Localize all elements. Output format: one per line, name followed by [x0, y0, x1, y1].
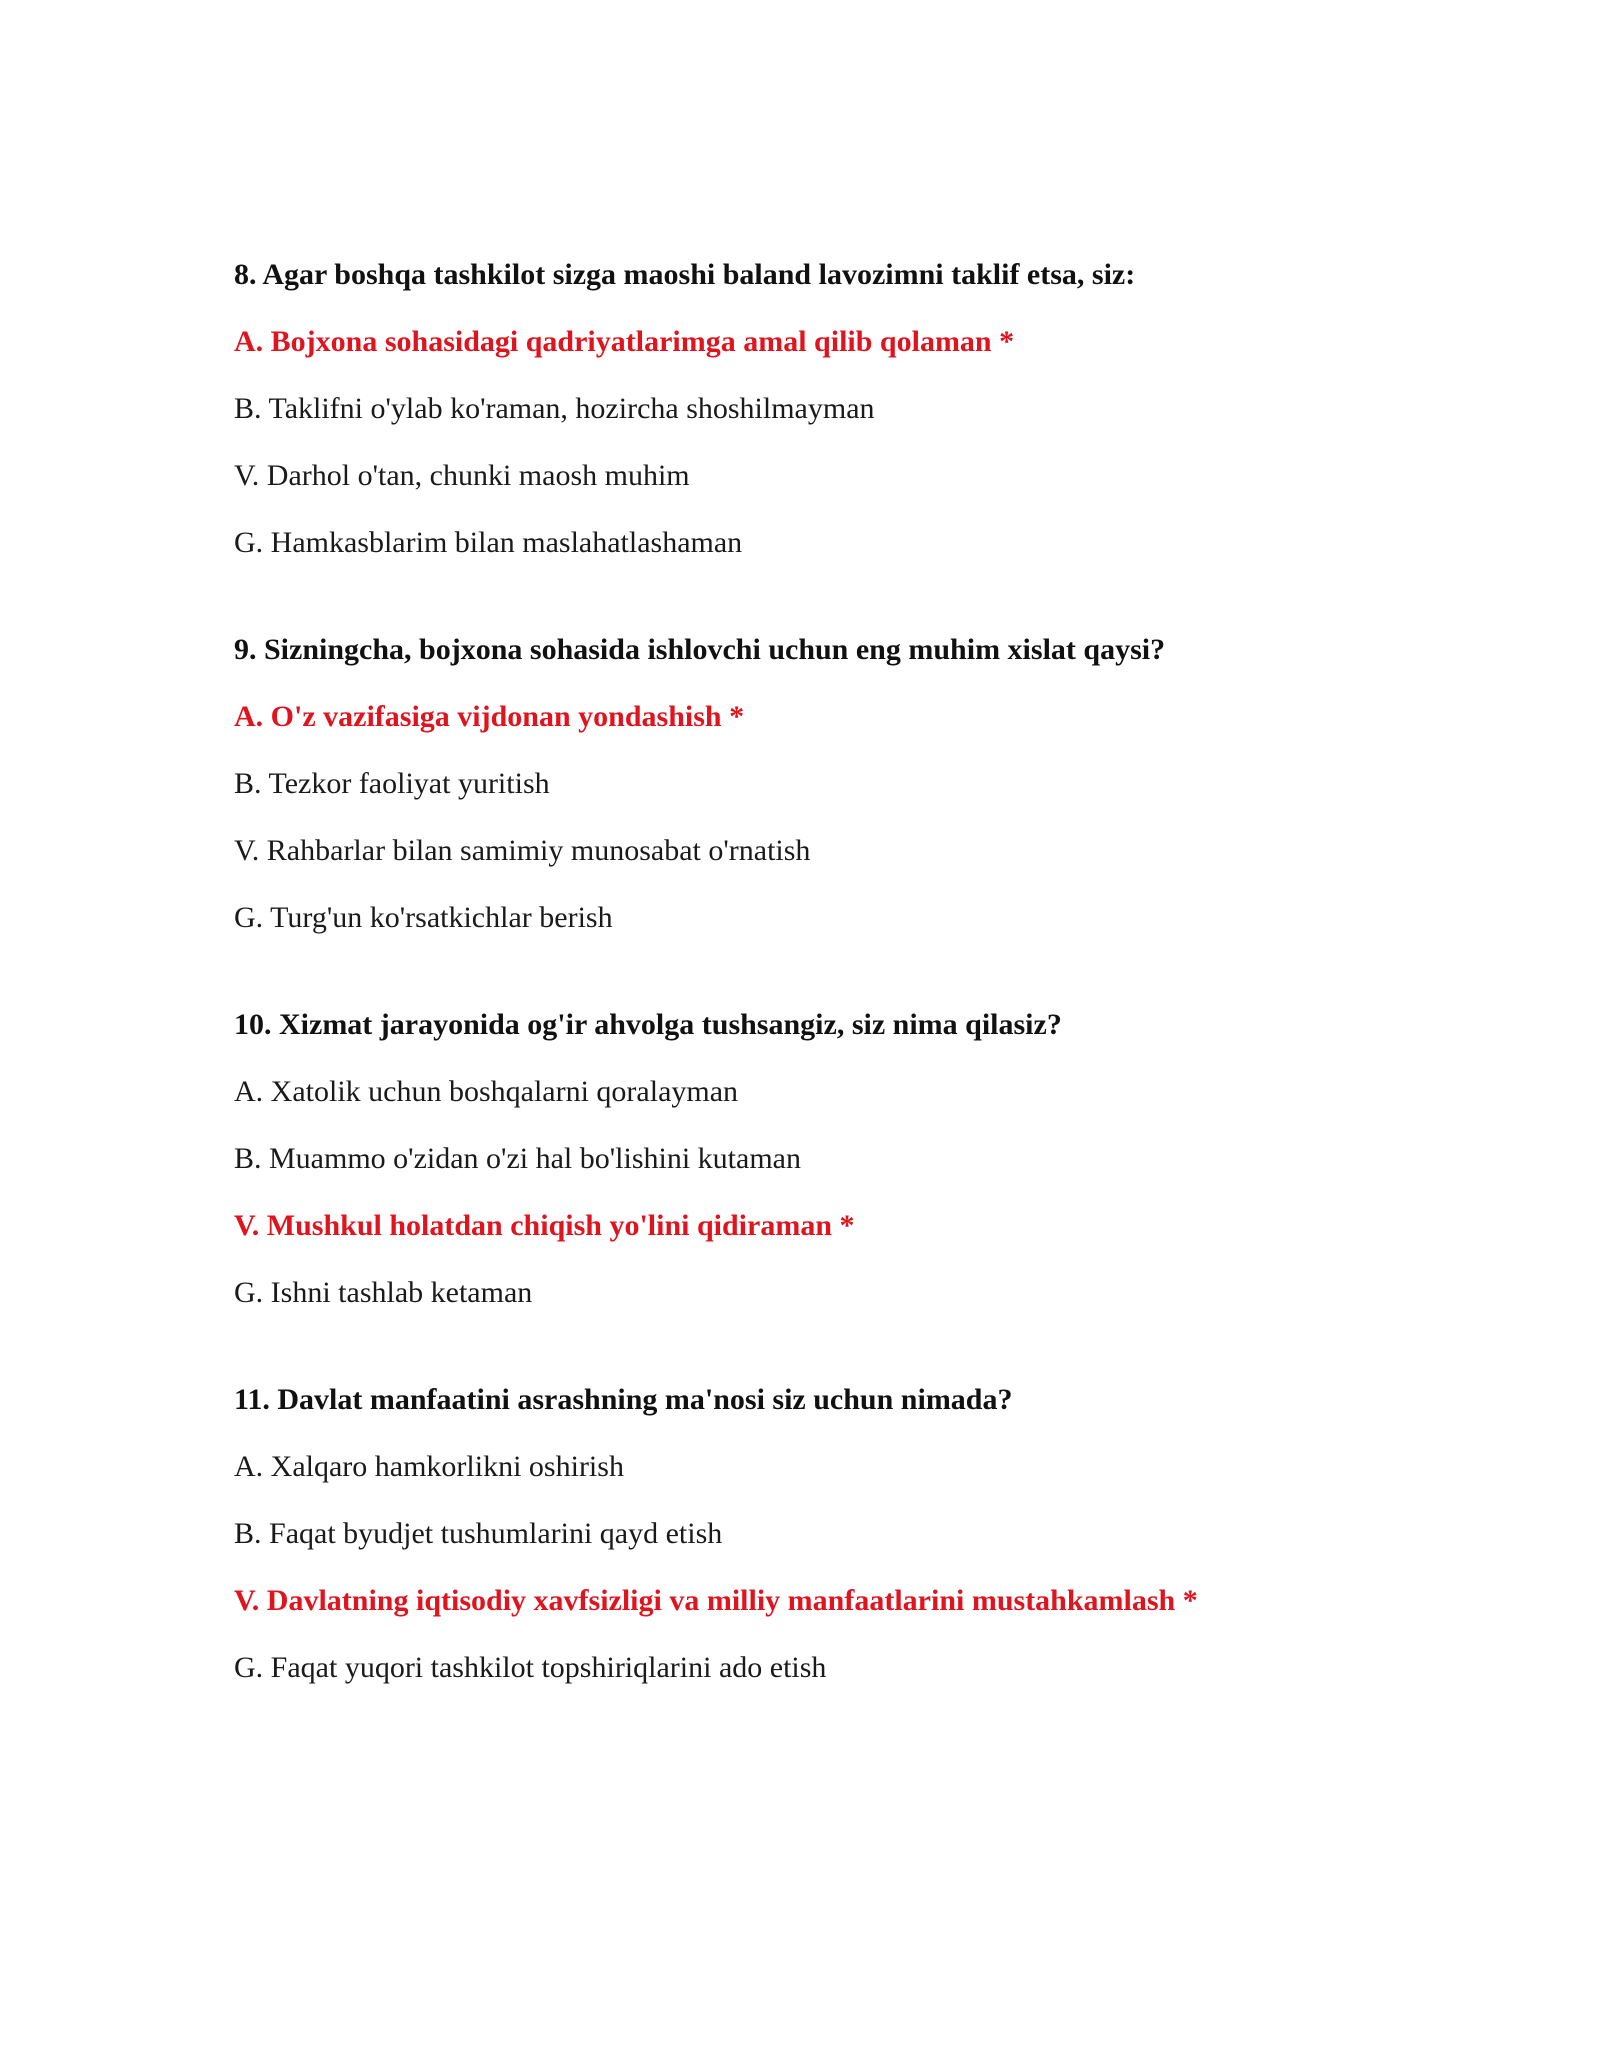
- question-block: [234, 255, 1434, 563]
- question-list: [234, 255, 1434, 1755]
- answer-option-correct: A. O'z vazifasiga vijdonan yondashish *: [234, 700, 745, 733]
- question-text: 10. Xizmat jarayonida og'ir ahvolga tushsangiz, siz nima qilasiz?: [234, 1008, 1062, 1041]
- answer-option: B. Muammo o'zidan o'zi hal bo'lishini kutaman: [234, 1142, 801, 1175]
- question-text: 11. Davlat manfaatini asrashning ma'nosi siz uchun nimada?: [234, 1383, 1013, 1416]
- question-block: [234, 1005, 1434, 1313]
- answer-option: A. Xatolik uchun boshqalarni qoralayman: [234, 1075, 739, 1108]
- answer-option-correct: V. Mushkul holatdan chiqish yo'lini qidiraman *: [234, 1209, 855, 1242]
- answer-option: G. Hamkasblarim bilan maslahatlashaman: [234, 526, 743, 559]
- question-text: 8. Agar boshqa tashkilot sizga maoshi baland lavozimni taklif etsa, siz:: [234, 258, 1136, 291]
- answer-option: G. Faqat yuqori tashkilot topshiriqlarini ado etish: [234, 1651, 827, 1684]
- answer-option: B. Tezkor faoliyat yuritish: [234, 767, 550, 800]
- question-text: 9. Sizningcha, bojxona sohasida ishlovchi uchun eng muhim xislat qaysi?: [234, 633, 1166, 666]
- answer-option: B. Taklifni o'ylab ko'raman, hozircha shoshilmayman: [234, 392, 875, 425]
- answer-option-correct: A. Bojxona sohasidagi qadriyatlarimga amal qilib qolaman *: [234, 325, 1015, 358]
- answer-option-correct: V. Davlatning iqtisodiy xavfsizligi va milliy manfaatlarini mustahkamlash *: [234, 1584, 1198, 1617]
- question-block: [234, 630, 1434, 938]
- answer-option: V. Rahbarlar bilan samimiy munosabat o'rnatish: [234, 834, 811, 867]
- answer-option: G. Turg'un ko'rsatkichlar berish: [234, 901, 613, 934]
- answer-option: B. Faqat byudjet tushumlarini qayd etish: [234, 1517, 723, 1550]
- answer-option: V. Darhol o'tan, chunki maosh muhim: [234, 459, 690, 492]
- answer-option: A. Xalqaro hamkorlikni oshirish: [234, 1450, 624, 1483]
- question-block: [234, 1380, 1434, 1688]
- answer-option: G. Ishni tashlab ketaman: [234, 1276, 533, 1309]
